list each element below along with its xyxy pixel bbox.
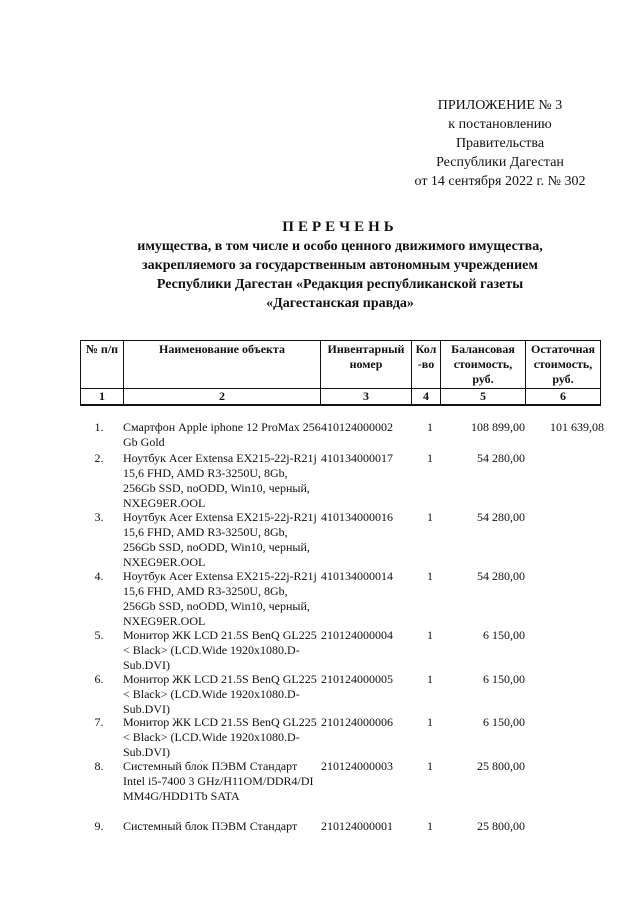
- row-name: Монитор ЖК LCD 21.5S BenQ GL225 < Black> (LCD.Wide 1920x1080.D-Sub.DVI): [123, 628, 317, 672]
- row-bal: 54 280,00: [477, 569, 525, 583]
- document-title: [100, 218, 580, 313]
- row-num: 8.: [94, 759, 104, 773]
- header-qty: Кол -во: [412, 341, 441, 389]
- header-bal: Балансовая стоимость, руб.: [441, 341, 526, 389]
- row-inv: 210124000006: [321, 715, 393, 729]
- row-bal: 6 150,00: [483, 628, 525, 642]
- col-number: 3: [321, 389, 412, 406]
- row-inv: 210124000004: [321, 628, 393, 642]
- title-heading: ПЕРЕЧЕНЬ: [282, 219, 398, 235]
- row-num: 7.: [94, 715, 104, 729]
- col-number: 6: [526, 389, 601, 406]
- appendix-block: [390, 96, 610, 191]
- row-qty: 1: [427, 420, 433, 434]
- row-qty: 1: [427, 819, 433, 833]
- title-line: «Дагестанская правда»: [266, 296, 414, 311]
- row-inv: 410124000002: [321, 420, 393, 434]
- row-num: 5.: [94, 628, 104, 642]
- row-name: Системный блок ПЭВМ Стандарт Intel i5-7400 3 GHz/H11OM/DDR4/DI MM4G/HDD1Tb SATA: [123, 759, 314, 803]
- row-qty: 1: [427, 672, 433, 686]
- row-name: Монитор ЖК LCD 21.5S BenQ GL225 < Black> (LCD.Wide 1920x1080.D-Sub.DVI): [123, 715, 317, 759]
- title-line: имущества, в том числе и особо ценного движимого имущества,: [137, 239, 543, 254]
- header-res: Остаточная стоимость, руб.: [526, 341, 601, 389]
- appendix-date: от 14 сентября 2022 г. № 302: [414, 174, 586, 189]
- header-inv: Инвентарный номер: [321, 341, 412, 389]
- row-bal: 6 150,00: [483, 672, 525, 686]
- row-bal: 108 899,00: [471, 420, 525, 434]
- appendix-line: Республики Дагестан: [436, 155, 564, 170]
- row-num: 2.: [94, 451, 104, 465]
- row-inv: 210124000001: [321, 819, 393, 833]
- row-name: Ноутбук Acer Extensa EX215-22j-R21j 15,6 FHD, AMD R3-3250U, 8Gb, 256Gb SSD, noODD, Win10, черный, NXEG9ER.OOL: [123, 569, 317, 628]
- row-qty: 1: [427, 451, 433, 465]
- col-number: 1: [81, 389, 124, 406]
- col-number: 5: [441, 389, 526, 406]
- appendix-line: к постановлению: [448, 117, 552, 132]
- row-bal: 54 280,00: [477, 510, 525, 524]
- row-name: Ноутбук Acer Extensa EX215-22j-R21j 15,6 FHD, AMD R3-3250U, 8Gb, 256Gb SSD, noODD, Win10, черный, NXEG9ER.OOL: [123, 451, 317, 510]
- row-bal: 25 800,00: [477, 819, 525, 833]
- table-header: [80, 340, 601, 406]
- header-num: № п/п: [81, 341, 124, 389]
- row-qty: 1: [427, 628, 433, 642]
- row-qty: 1: [427, 715, 433, 729]
- row-bal: 54 280,00: [477, 451, 525, 465]
- row-name: Смартфон Apple iphone 12 ProMax 256 Gb Gold: [123, 420, 321, 449]
- row-inv: 410134000014: [321, 569, 393, 583]
- header-name: Наименование объекта: [124, 341, 321, 389]
- row-bal: 6 150,00: [483, 715, 525, 729]
- row-qty: 1: [427, 759, 433, 773]
- appendix-line: Правительства: [455, 136, 545, 151]
- row-inv: 410134000017: [321, 451, 393, 465]
- row-num: 3.: [94, 510, 104, 524]
- row-inv: 210124000005: [321, 672, 393, 686]
- row-inv: 210124000003: [321, 759, 393, 773]
- row-inv: 410134000016: [321, 510, 393, 524]
- appendix-title: ПРИЛОЖЕНИЕ № 3: [437, 98, 563, 113]
- col-number: 2: [124, 389, 321, 406]
- title-line: Республики Дагестан «Редакция республиканской газеты: [156, 277, 524, 292]
- row-num: 1.: [94, 420, 104, 434]
- row-name: Ноутбук Acer Extensa EX215-22j-R21j 15,6 FHD, AMD R3-3250U, 8Gb, 256Gb SSD, noODD, Win10, черный, NXEG9ER.OOL: [123, 510, 317, 569]
- row-num: 9.: [94, 819, 104, 833]
- row-name: Системный блок ПЭВМ Стандарт: [123, 819, 298, 833]
- title-line: закрепляемого за государственным автономным учреждением: [142, 258, 538, 273]
- row-qty: 1: [427, 569, 433, 583]
- row-name: Монитор ЖК LCD 21.5S BenQ GL225 < Black> (LCD.Wide 1920x1080.D-Sub.DVI): [123, 672, 317, 716]
- row-bal: 25 800,00: [477, 759, 525, 773]
- row-num: 4.: [94, 569, 104, 583]
- col-number: 4: [412, 389, 441, 406]
- row-num: 6.: [94, 672, 104, 686]
- row-qty: 1: [427, 510, 433, 524]
- row-res: 101 639,08: [550, 420, 604, 434]
